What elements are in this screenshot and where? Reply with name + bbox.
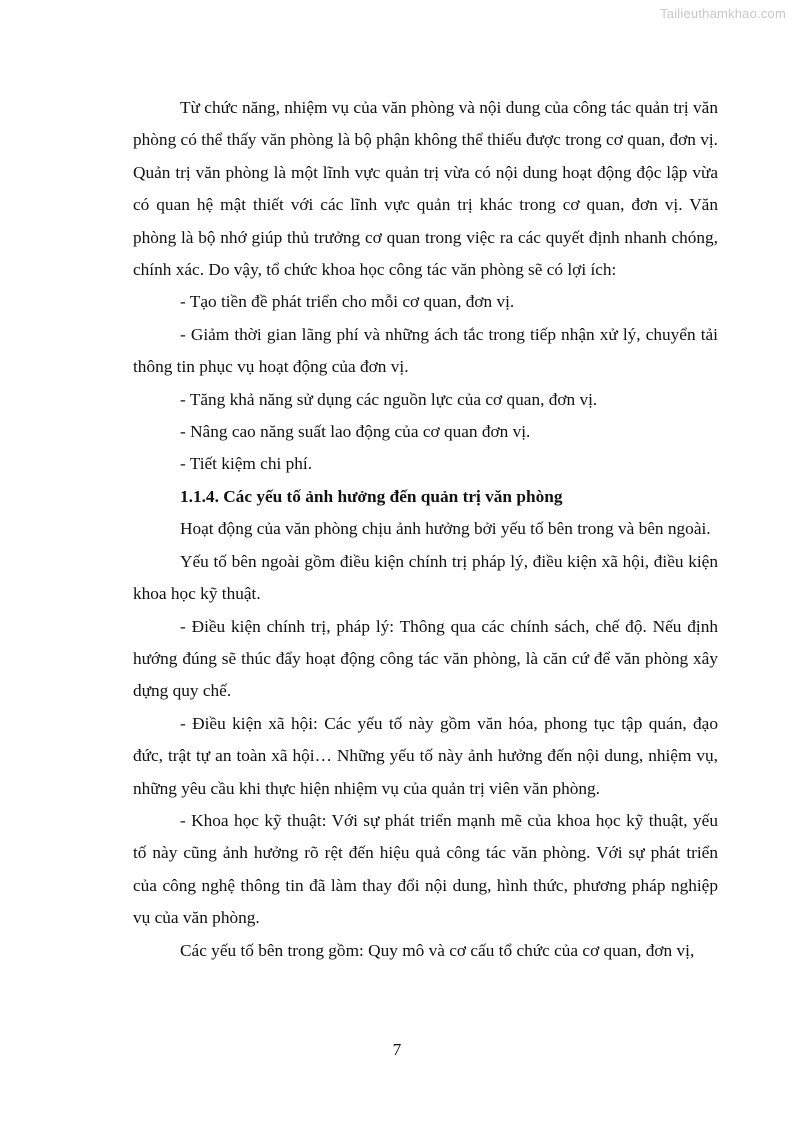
bullet-paragraph: - Tạo tiền đề phát triển cho mỗi cơ quan, đơn vị.: [180, 292, 515, 312]
paragraph: Từ chức năng, nhiệm vụ của văn phòng và nội dung của công tác quản trị văn phòng có thể thấy văn phòng là bộ phận không thể thiếu được trong cơ quan, đơn vị. Quản trị văn phòng là một lĩnh vực quản trị vừa có nội dung hoạt động độc lập vừa có quan hệ mật thiết với các lĩnh vực quản trị khác trong cơ quan, đơn vị. Văn phòng là bộ nhớ giúp thủ trưởng cơ quan trong việc ra các quyết định nhanh chóng, chính xác. Do vậy, tổ chức khoa học công tác văn phòng sẽ có lợi ích:: [133, 98, 718, 280]
bullet-paragraph: - Điều kiện xã hội: Các yếu tố này gồm văn hóa, phong tục tập quán, đạo đức, trật tự an toàn xã hội… Những yếu tố này ảnh hưởng đến nội dung, nhiệm vụ, những yêu cầu khi thực hiện nhiệm vụ của quản trị viên văn phòng.: [133, 713, 718, 798]
bullet-paragraph: - Khoa học kỹ thuật: Với sự phát triển mạnh mẽ của khoa học kỹ thuật, yếu tố này cũng ảnh hưởng rõ rệt đến hiệu quả công tác văn phòng. Với sự phát triển của công nghệ thông tin đã làm thay đổi nội dung, hình thức, phương pháp nghiệp vụ của văn phòng.: [133, 810, 718, 928]
bullet-paragraph: - Tăng khả năng sử dụng các nguồn lực của cơ quan, đơn vị.: [180, 389, 598, 409]
body-text: [133, 92, 718, 967]
paragraph: Các yếu tố bên trong gồm: Quy mô và cơ cấu tổ chức của cơ quan, đơn vị,: [180, 940, 695, 960]
paragraph: Yếu tố bên ngoài gồm điều kiện chính trị pháp lý, điều kiện xã hội, điều kiện khoa học kỹ thuật.: [133, 551, 718, 604]
watermark: Tailieuthamkhao.com: [660, 6, 786, 21]
section-heading: 1.1.4. Các yếu tố ảnh hưởng đến quản trị văn phòng: [180, 486, 563, 506]
bullet-paragraph: - Điều kiện chính trị, pháp lý: Thông qua các chính sách, chế độ. Nếu định hướng đúng sẽ thúc đẩy hoạt động công tác văn phòng, là căn cứ để văn phòng xây dựng quy chế.: [133, 616, 718, 701]
bullet-paragraph: - Tiết kiệm chi phí.: [180, 454, 313, 474]
bullet-paragraph: - Nâng cao năng suất lao động của cơ quan đơn vị.: [180, 422, 531, 442]
paragraph: Hoạt động của văn phòng chịu ảnh hưởng bởi yếu tố bên trong và bên ngoài.: [180, 519, 711, 539]
bullet-paragraph: - Giảm thời gian lãng phí và những ách tắc trong tiếp nhận xử lý, chuyển tải thông tin phục vụ hoạt động của đơn vị.: [133, 324, 718, 377]
page-number: 7: [392, 1040, 402, 1059]
